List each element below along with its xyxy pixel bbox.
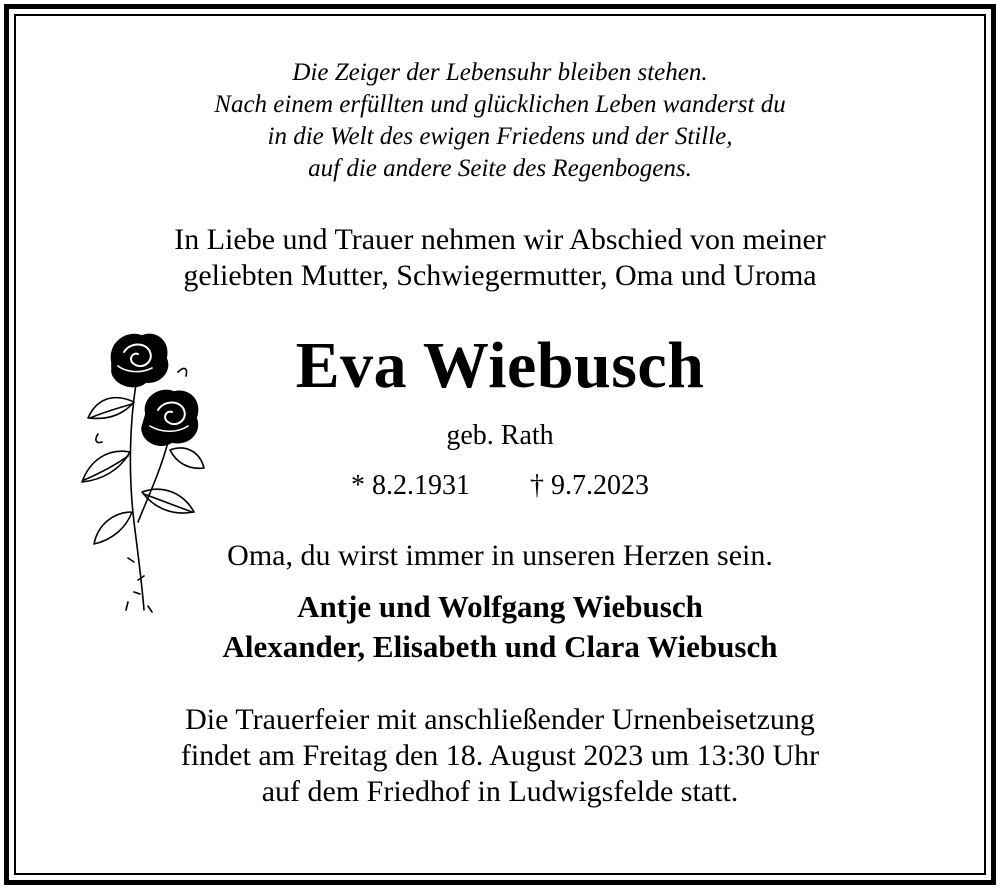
deceased-name: Eva Wiebusch bbox=[295, 329, 705, 402]
service-line-2: findet am Freitag den 18. August 2023 um 13:30 Uhr bbox=[180, 739, 820, 772]
death-date: † 9.7.2023 bbox=[530, 470, 649, 501]
poem-line-4: auf die andere Seite des Regenbogens. bbox=[308, 155, 692, 182]
poem-line-1: Die Zeiger der Lebensuhr bleiben stehen. bbox=[292, 59, 708, 86]
maiden-name: geb. Rath bbox=[446, 420, 554, 451]
intro-line-1: In Liebe und Trauer nehmen wir Abschied von meiner bbox=[174, 223, 826, 256]
farewell-quote: Oma, du wirst immer in unseren Herzen sein. bbox=[227, 539, 773, 572]
family-line-1: Antje und Wolfgang Wiebusch bbox=[297, 589, 703, 624]
family-line-2: Alexander, Elisabeth und Clara Wiebusch bbox=[222, 629, 778, 664]
service-line-3: auf dem Friedhof in Ludwigsfelde statt. bbox=[261, 775, 739, 808]
life-dates bbox=[0, 470, 1000, 502]
intro-line-2: geliebten Mutter, Schwiegermutter, Oma und Uroma bbox=[183, 259, 817, 292]
poem-line-2: Nach einem erfüllten und glücklichen Leben wanderst du bbox=[214, 91, 786, 118]
poem-line-3: in die Welt des ewigen Friedens und der Stille, bbox=[267, 123, 733, 150]
birth-date: * 8.2.1931 bbox=[351, 470, 470, 501]
service-line-1: Die Trauerfeier mit anschließender Urnenbeisetzung bbox=[185, 703, 815, 736]
